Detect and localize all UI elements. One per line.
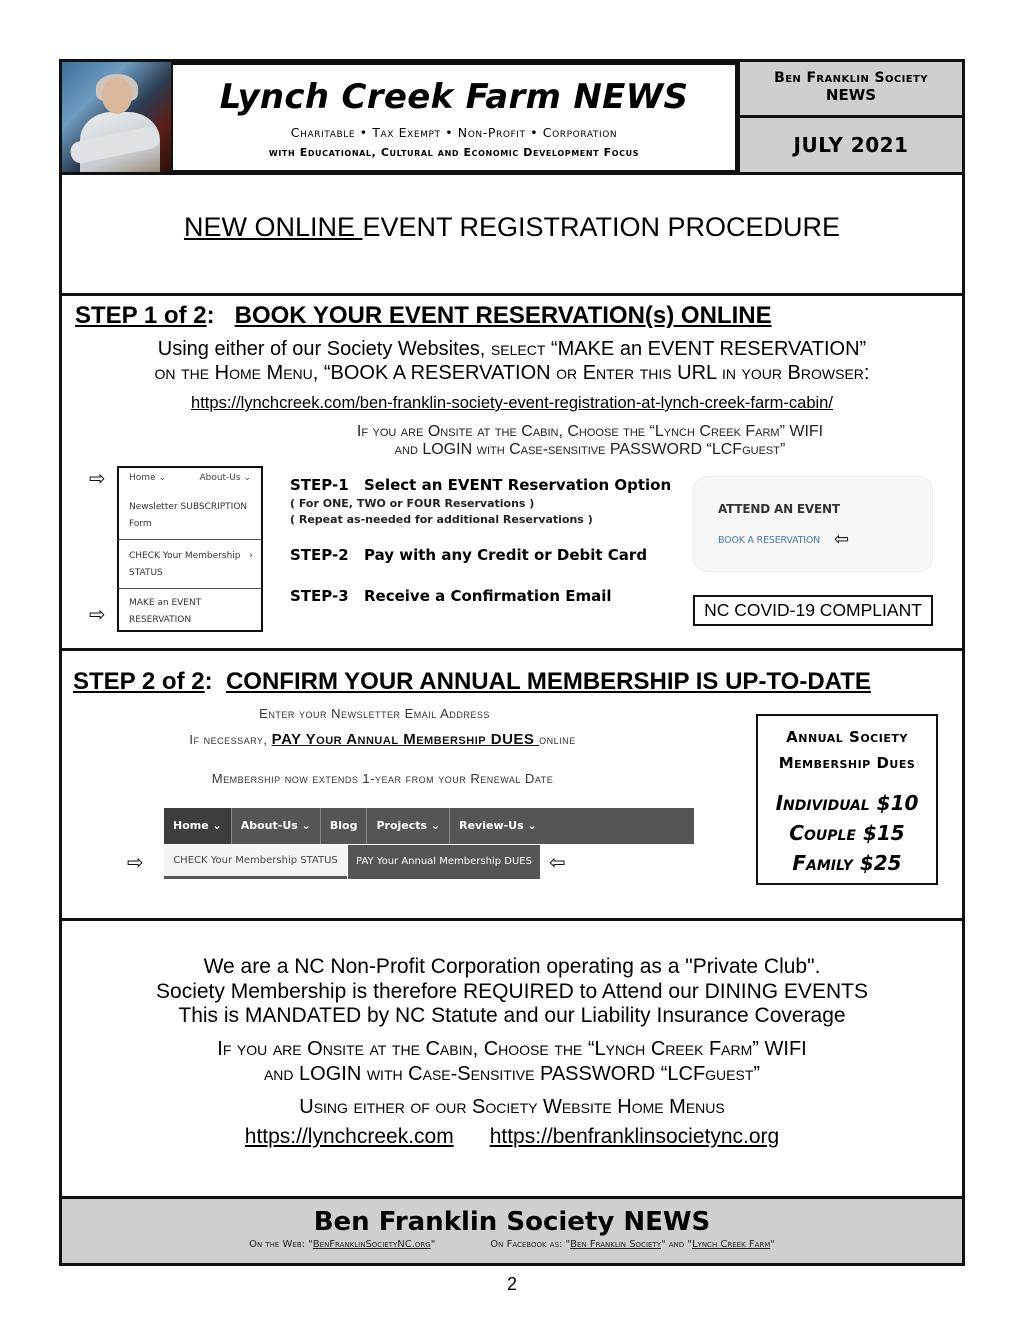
franklin-portrait-image: [62, 62, 173, 173]
menu-make-event-reservation[interactable]: MAKE an EVENT RESERVATION: [129, 598, 202, 625]
step1-heading: [75, 302, 772, 330]
page-title: [62, 212, 962, 243]
nav-about-us[interactable]: About-Us ⌄: [232, 808, 321, 844]
step-3: [290, 587, 690, 605]
masthead-focus: with Educational, Cultural and Economic Development Focus: [268, 146, 640, 159]
quote: ": [430, 1239, 436, 1250]
step1-intro-line1: [62, 338, 962, 361]
issue-date: JULY 2021: [793, 133, 909, 157]
arrow-right-icon: ⇨: [89, 466, 106, 490]
news-label: NEWS: [825, 86, 877, 104]
nav-blog[interactable]: Blog: [321, 808, 368, 844]
society-news-label: [738, 62, 962, 118]
benfranklinsociety-link[interactable]: https://benfranklinsocietync.org: [489, 1124, 780, 1148]
arrow-right-icon: ⇨: [89, 602, 106, 626]
page-number: 2: [506, 1274, 517, 1294]
quote: ": [770, 1239, 775, 1250]
step-number: STEP-1: [290, 476, 349, 494]
nav-home[interactable]: Home ⌄: [164, 808, 232, 844]
masthead-subtitle: Charitable • Tax Exempt • Non-Profit • Corporation: [290, 125, 618, 140]
wifi-line1: If you are Onsite at the Cabin, Choose the “Lynch Creek Farm” WIFI: [356, 423, 824, 440]
divider: [59, 172, 965, 175]
menu-item-label: STATUS: [129, 568, 163, 578]
check-membership-status-item[interactable]: CHECK Your Membership STATUS: [164, 845, 347, 879]
colon: :: [206, 302, 215, 329]
footer-title: Ben Franklin Society NEWS: [313, 1207, 711, 1237]
step2-label: STEP 2 of 2: [73, 668, 205, 695]
footer-web: [249, 1239, 435, 1250]
nav-review-us[interactable]: Review-Us ⌄: [459, 819, 537, 832]
step-1: [290, 476, 690, 494]
step2-line1: Enter your Newsletter Email Address: [259, 706, 490, 721]
step1-intro-line2: on the Home Menu, “BOOK A RESERVATION or Enter this URL in your Browser:: [154, 362, 870, 384]
menu-check-membership[interactable]: [119, 548, 261, 582]
line2-prefix: If necessary,: [189, 732, 272, 747]
footer-band: [62, 1196, 962, 1263]
step-note: ( Repeat as-needed for additional Reservations ): [290, 513, 593, 526]
title-underlined: NEW ONLINE: [183, 212, 363, 242]
arrow-right-icon: ⇨: [127, 850, 144, 874]
pay-dues-link[interactable]: PAY Your Annual Membership DUES: [271, 731, 540, 748]
lynchcreek-link[interactable]: https://lynchcreek.com: [244, 1124, 454, 1148]
step-note: ( For ONE, TWO or FOUR Reservations ): [290, 497, 535, 510]
attend-event-card: [693, 476, 933, 572]
arrow-left-icon: ⇦: [549, 850, 566, 874]
arrow-left-icon: ⇦: [834, 529, 850, 550]
registration-url-link[interactable]: https://lynchcreek.com/ben-franklin-society-event-registration-at-lynch-creek-farm-cabin/: [191, 394, 833, 412]
step1-label: STEP 1 of 2: [75, 302, 207, 329]
price-family: Family $25: [792, 851, 902, 875]
facebook-bfs-link[interactable]: Ben Franklin Society: [570, 1239, 661, 1250]
website-links: [62, 1125, 962, 1149]
chevron-right-icon: ›: [249, 551, 253, 561]
colon: :: [204, 668, 213, 695]
masthead-title: Lynch Creek Farm NEWS: [219, 77, 689, 117]
menu-item-label: Newsletter SUBSCRIPTION: [129, 502, 248, 512]
attend-event-title: ATTEND AN EVENT: [718, 502, 840, 516]
nav-projects[interactable]: Projects ⌄: [367, 808, 450, 844]
footer-links: [62, 1239, 962, 1250]
wifi-instructions: [290, 423, 890, 459]
covid-compliant-badge: NC COVID-19 COMPLIANT: [693, 595, 933, 626]
wifi-line1: If you are Onsite at the Cabin, Choose the “Lynch Creek Farm” WIFI: [217, 1037, 807, 1060]
price-individual: Individual $10: [775, 791, 919, 815]
step-text: Pay with any Credit or Debit Card: [364, 546, 648, 564]
issue-date-box: [738, 118, 962, 173]
menu-divider: [119, 539, 261, 540]
step-number: STEP-3: [290, 587, 349, 605]
menu-item-label: CHECK Your Membership: [129, 551, 241, 561]
title-rest: EVENT REGISTRATION PROCEDURE: [362, 212, 841, 242]
home-menu-screenshot: [117, 466, 263, 632]
website-nav-screenshot: [164, 808, 694, 844]
menu-home[interactable]: Home ⌄: [129, 473, 166, 483]
notice-line: We are a NC Non-Profit Corporation operating as a "Private Club".: [203, 955, 821, 978]
and-text: " and ": [660, 1239, 692, 1250]
footer-facebook: [490, 1239, 775, 1250]
step-2: [290, 546, 690, 564]
web-label: On the Web: ": [249, 1239, 313, 1250]
fb-label: On Facebook as: ": [490, 1239, 571, 1250]
divider: [59, 918, 965, 921]
dues-heading: Membership Dues: [778, 754, 916, 772]
web-link[interactable]: BenFranklinSocietyNC.org: [312, 1239, 431, 1250]
step2-heading: [73, 668, 871, 696]
menu-item-label: Form: [129, 519, 152, 529]
step1-instructions: [290, 476, 690, 605]
price-couple: Couple $15: [789, 821, 905, 845]
society-name: Ben Franklin Society: [774, 70, 928, 86]
wifi-line2: and LOGIN with Case-Sensitive PASSWORD “LCFguest”: [263, 1062, 761, 1085]
line2-suffix: online: [539, 732, 576, 747]
masthead: [173, 62, 738, 173]
menus-line: Using either of our Society Website Home Menus: [299, 1095, 725, 1118]
wifi-line2: and LOGIN with Case-sensitive PASSWORD “LCFguest”: [394, 441, 786, 458]
step2-line3: Membership now extends 1-year from your Renewal Date: [211, 771, 554, 786]
divider: [59, 648, 965, 651]
step-text: Receive a Confirmation Email: [364, 587, 612, 605]
newsletter-header: [59, 59, 965, 175]
membership-notice: [62, 955, 962, 1149]
menu-divider: [119, 588, 261, 589]
pay-membership-dues-item[interactable]: PAY Your Annual Membership DUES: [348, 845, 540, 879]
menu-newsletter-subscription[interactable]: [119, 499, 261, 533]
notice-line: This is MANDATED by NC Statute and our Liability Insurance Coverage: [178, 1004, 846, 1027]
intro-quote: “MAKE an EVENT RESERVATION”: [545, 338, 867, 360]
membership-dues-box: [756, 714, 938, 885]
notice-line: Society Membership is therefore REQUIRED to Attend our DINING EVENTS: [156, 979, 868, 1003]
dues-heading: Annual Society: [786, 728, 908, 746]
step-text: Select an EVENT Reservation Option: [364, 476, 672, 494]
menu-about-us[interactable]: About-Us ⌄: [199, 473, 251, 483]
intro-select: select: [490, 338, 546, 360]
step2-title: CONFIRM YOUR ANNUAL MEMBERSHIP IS UP-TO-DATE: [225, 668, 871, 695]
step-number: STEP-2: [290, 546, 349, 564]
divider: [59, 293, 965, 296]
book-reservation-link[interactable]: BOOK A RESERVATION: [718, 535, 821, 546]
facebook-lcf-link[interactable]: Lynch Creek Farm: [691, 1239, 771, 1250]
intro-text: Using either of our Society Websites,: [157, 338, 491, 360]
step1-title: BOOK YOUR EVENT RESERVATION(s) ONLINE: [234, 302, 772, 329]
step2-line2: [70, 731, 695, 748]
